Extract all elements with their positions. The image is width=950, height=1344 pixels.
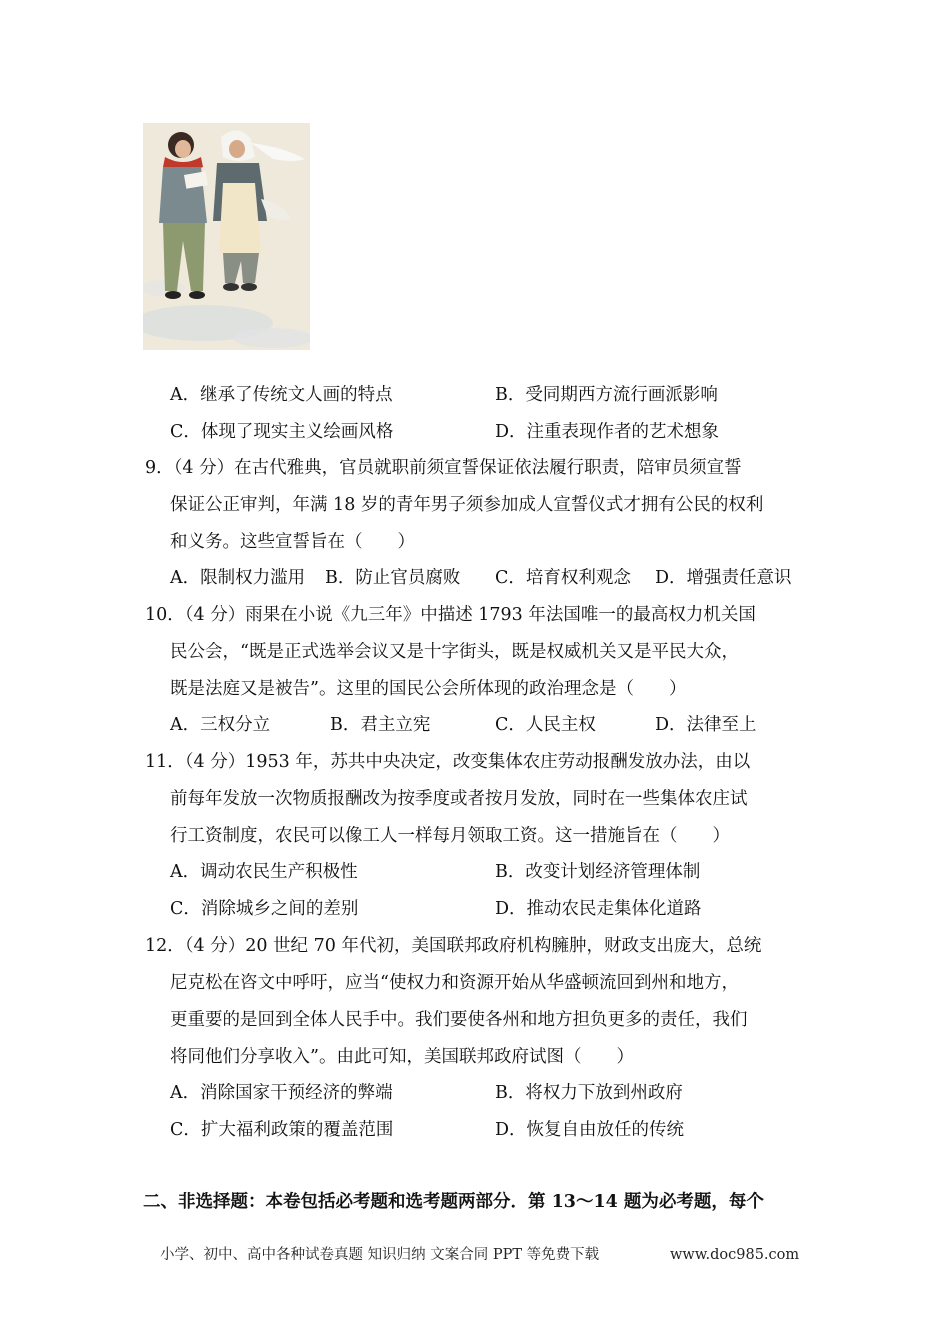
q11-option-d[interactable]: D．推动农民走集体化道路 xyxy=(495,899,702,919)
q10-option-d[interactable]: D．法律至上 xyxy=(655,715,757,735)
q8-option-b[interactable]: B．受同期西方流行画派影响 xyxy=(495,385,718,405)
page-footer xyxy=(160,1244,800,1266)
q9-option-a[interactable]: A．限制权力滥用 xyxy=(170,568,306,588)
q8-option-c[interactable]: C．体现了现实主义绘画风格 xyxy=(170,422,394,442)
q11-stem-line-1: 11．（4 分）1953 年，苏共中央决定，改变集体农庄劳动报酬发放办法，由以 xyxy=(145,752,751,772)
painting-figure xyxy=(143,123,310,350)
q9-stem-line-2: 保证公正审判，年满 18 岁的青年男子须参加成人宣誓仪式才拥有公民的权利 xyxy=(170,495,764,515)
q12-option-c[interactable]: C．扩大福利政策的覆盖范围 xyxy=(170,1120,394,1140)
q12-option-a[interactable]: A．消除国家干预经济的弊端 xyxy=(170,1083,393,1103)
q10-stem-line-3: 既是法庭又是被告”。这里的国民公会所体现的政治理念是（ ） xyxy=(170,679,687,699)
q9-stem-line-1: 9．（4 分）在古代雅典，官员就职前须宣誓保证依法履行职责，陪审员须宣誓 xyxy=(145,458,742,478)
footer-text: 小学、初中、高中各种试卷真题 知识归纳 文案合同 PPT 等免费下载 xyxy=(160,1247,600,1263)
q11-stem-line-3: 行工资制度，农民可以像工人一样每月领取工资。这一措施旨在（ ） xyxy=(170,826,730,846)
q11-option-a[interactable]: A．调动农民生产积极性 xyxy=(170,862,358,882)
q10-stem-line-2: 民公会，“既是正式选举会议又是十字街头，既是权威机关又是平民大众， xyxy=(170,642,739,662)
q9-option-c[interactable]: C．培育权利观念 xyxy=(495,568,631,588)
q12-stem-line-1: 12．（4 分）20 世纪 70 年代初，美国联邦政府机构臃肿，财政支出庞大，总统 xyxy=(145,936,762,956)
q10-option-c[interactable]: C．人民主权 xyxy=(495,715,596,735)
q9-option-d[interactable]: D．增强责任意识 xyxy=(655,568,792,588)
q12-option-d[interactable]: D．恢复自由放任的传统 xyxy=(495,1120,685,1140)
q9-option-b[interactable]: B．防止官员腐败 xyxy=(325,568,461,588)
q12-option-b[interactable]: B．将权力下放到州政府 xyxy=(495,1083,683,1103)
q10-stem-line-1: 10．（4 分）雨果在小说《九三年》中描述 1793 年法国唯一的最高权力机关国 xyxy=(145,605,756,625)
section-heading: 二、非选择题：本卷包括必考题和选考题两部分．第 13～14 题为必考题，每个 xyxy=(143,1192,764,1212)
q11-stem-line-2: 前每年发放一次物质报酬改为按季度或者按月发放，同时在一些集体农庄试 xyxy=(170,789,748,809)
q12-stem-line-4: 将同他们分享收入”。由此可知，美国联邦政府试图（ ） xyxy=(170,1047,634,1067)
q10-option-a[interactable]: A．三权分立 xyxy=(170,715,271,735)
q12-stem-line-3: 更重要的是回到全体人民手中。我们要使各州和地方担负更多的责任，我们 xyxy=(170,1010,748,1030)
q8-option-a[interactable]: A．继承了传统文人画的特点 xyxy=(170,385,393,405)
q11-option-c[interactable]: C．消除城乡之间的差别 xyxy=(170,899,359,919)
q12-stem-line-2: 尼克松在咨文中呼吁，应当“使权力和资源开始从华盛顿流回到州和地方， xyxy=(170,973,739,993)
q9-stem-line-3: 和义务。这些宣誓旨在（ ） xyxy=(170,532,415,552)
painting-two-women-icon xyxy=(143,123,310,350)
footer-url[interactable]: www.doc985.com xyxy=(670,1247,800,1263)
q10-option-b[interactable]: B．君主立宪 xyxy=(330,715,431,735)
q11-option-b[interactable]: B．改变计划经济管理体制 xyxy=(495,862,701,882)
q8-option-d[interactable]: D．注重表现作者的艺术想象 xyxy=(495,422,720,442)
